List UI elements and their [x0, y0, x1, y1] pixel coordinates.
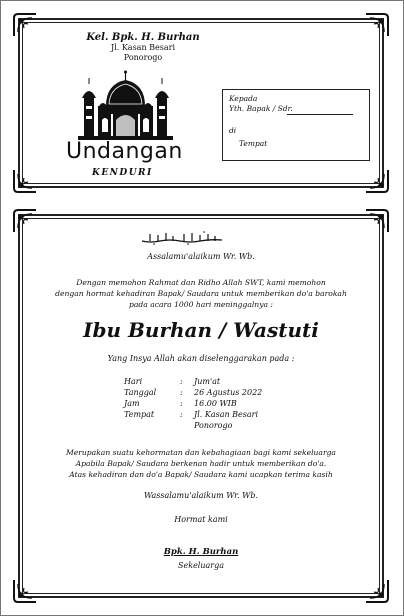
envelope-card [18, 18, 384, 188]
corner-ornament-icon [12, 12, 38, 38]
event-details [124, 376, 314, 431]
place-label: Tempat [239, 139, 268, 148]
deceased-name: Ibu Burhan / Wastuti [83, 318, 319, 342]
invitation-title: Undangan [66, 139, 183, 164]
intro-line: dengan hormat kehadiran Bapak/ Saudara untuk memberikan do'a barokah [55, 289, 347, 298]
detail-row: Jam : 16.00 WIB [124, 398, 314, 409]
detail-key [124, 420, 180, 431]
detail-row: Tanggal : 26 Agustus 2022 [124, 387, 314, 398]
detail-value: Ponorogo [194, 421, 233, 430]
intro-paragraph [26, 277, 376, 310]
sender-address: Jl. Kasan Besari [110, 43, 176, 52]
closing-paragraph [26, 447, 376, 480]
regards-text: Hormat kami [174, 515, 228, 524]
corner-ornament-icon [364, 208, 390, 234]
closing-line: Merupakan suatu kehormatan dan kebahagiaan bagi kami sekeluarga [66, 448, 336, 457]
bismillah-calligraphy-icon [140, 230, 224, 244]
detail-key: Tempat [124, 410, 155, 419]
sender-block [78, 32, 208, 63]
detail-row: Tempat : Jl. Kasan Besari [124, 409, 314, 420]
held-text: Yang Insya Allah akan diselenggarakan pada : [107, 354, 295, 363]
corner-ornament-icon [12, 578, 38, 604]
closing-greeting: Wassalamu'alaikum Wr. Wb. [143, 491, 259, 500]
detail-row: Hari : Jum'at [124, 376, 314, 387]
corner-ornament-icon [12, 168, 38, 194]
detail-key: Tanggal [124, 388, 157, 397]
closing-line: Apabila Bapak/ Saudara berkenan hadir untuk memberikan do'a. [75, 459, 327, 468]
intro-line: pada acara 1000 hari meninggalnya : [129, 300, 273, 309]
signature-role: Sekeluarga [178, 561, 224, 570]
corner-ornament-icon [364, 168, 390, 194]
intro-line: Dengan memohon Rahmat dan Ridho Allah SWT, kami memohon [76, 278, 326, 287]
signature-name: Bpk. H. Burhan [163, 547, 239, 557]
invitation-subtitle: KENDURI [92, 168, 153, 178]
corner-ornament-icon [364, 12, 390, 38]
detail-value: 26 Agustus 2022 [194, 388, 263, 397]
to-label: Kepada [229, 94, 258, 103]
invitation-card [18, 214, 384, 598]
recipient-line [287, 114, 353, 115]
detail-value: 16.00 WIB [194, 399, 237, 408]
detail-value: Jl. Kasan Besari [194, 410, 259, 419]
opening-greeting: Assalamu'alaikum Wr. Wb. [147, 252, 255, 261]
detail-key: Hari [124, 377, 143, 386]
detail-key: Jam [124, 399, 140, 408]
detail-row [124, 420, 314, 431]
closing-line: Atas kehadiran dan do'a Bapak/ Saudara kami ucapkan terima kasih [69, 470, 333, 479]
sender-city: Ponorogo [123, 53, 163, 62]
recipient-label: Yth. Bapak / Sdr. [229, 104, 293, 113]
corner-ornament-icon [364, 578, 390, 604]
mosque-icon [78, 70, 173, 140]
sender-name: Kel. Bpk. H. Burhan [86, 32, 200, 43]
corner-ornament-icon [12, 208, 38, 234]
address-box [222, 89, 370, 161]
at-label: di [229, 126, 237, 135]
detail-value: Jum'at [194, 377, 221, 386]
